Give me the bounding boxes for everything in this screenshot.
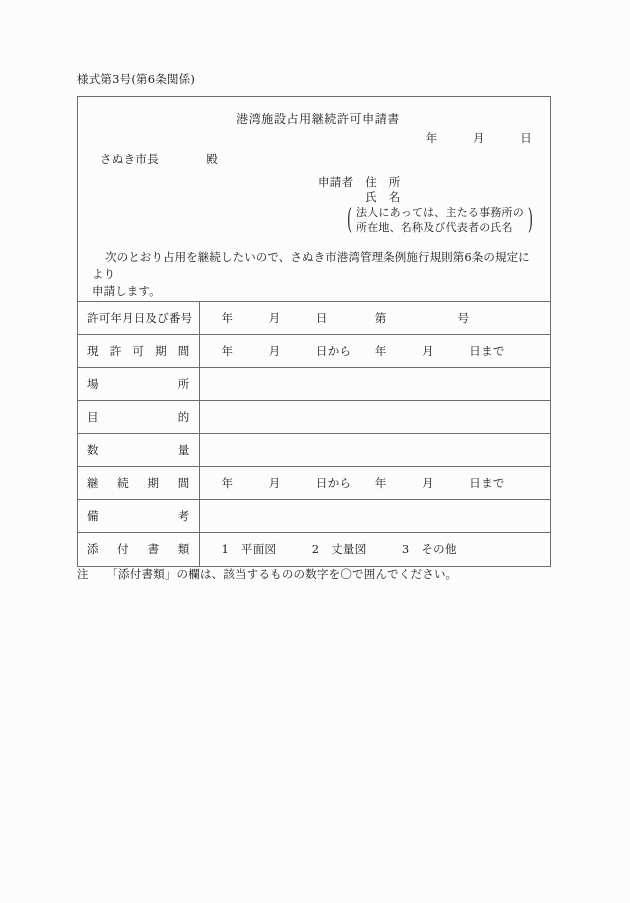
label-char: 量 (177, 443, 190, 457)
table-row-value[interactable] (199, 434, 550, 467)
addressee: さぬき市長 殿 (100, 152, 218, 166)
table-row (78, 467, 550, 500)
table-row (78, 335, 550, 368)
label-char: 続 (117, 476, 129, 490)
table-row (78, 533, 550, 566)
bracket-right-icon: ) (527, 204, 533, 237)
corporate-note (347, 206, 533, 235)
table-row-value[interactable] (199, 500, 550, 533)
table-row (78, 302, 550, 335)
table-row-label (78, 434, 199, 467)
label-char: 所 (177, 377, 190, 391)
bracket-left-icon: ( (347, 204, 353, 237)
applicant-name-row: 氏 名 (318, 190, 401, 204)
table-row-label (78, 335, 199, 368)
label-char: 間 (177, 344, 190, 358)
label-char: 場 (87, 377, 99, 391)
table-row-value[interactable]: 1 平面図 2 丈量図 3 その他 (199, 533, 550, 566)
application-table (78, 301, 550, 566)
label-char: 継 (87, 476, 99, 490)
label-char: 備 (87, 509, 99, 523)
application-table-body (78, 302, 550, 566)
label-char: 目 (87, 410, 99, 424)
table-row (78, 434, 550, 467)
label-char: 書 (147, 542, 160, 557)
corporate-note-line-2: 所在地、名称及び代表者の氏名 (356, 220, 513, 234)
table-row-label (78, 500, 199, 533)
table-row-label (78, 401, 199, 434)
table-row-label (78, 368, 199, 401)
label-char: 可 (132, 344, 145, 358)
applicant-address-row: 申請者 住 所 (318, 175, 401, 189)
submission-date-line: 年 月 日 (425, 131, 532, 145)
label-char: 期 (147, 476, 160, 490)
form-header-block (78, 97, 550, 301)
table-row-label (78, 533, 199, 566)
label-char: 期 (155, 344, 167, 358)
label-char: 付 (117, 542, 129, 557)
form-frame (77, 96, 551, 567)
table-row-value[interactable]: 年 月 日から 年 月 日まで (199, 467, 550, 500)
table-row-value[interactable]: 年 月 日 第 号 (199, 302, 550, 335)
label-char: 数 (87, 443, 99, 457)
body-paragraph (92, 249, 536, 300)
table-row-value[interactable] (199, 368, 550, 401)
table-row (78, 368, 550, 401)
body-paragraph-line-2: 申請します。 (92, 284, 161, 298)
label-char: 類 (177, 542, 190, 557)
label-char: 添 (87, 542, 99, 557)
label-char: 間 (177, 476, 190, 490)
footnote: 注 「添付書類」の欄は、該当するものの数字を〇で囲んでください。 (77, 567, 458, 581)
table-row-value[interactable]: 年 月 日から 年 月 日まで (199, 335, 550, 368)
body-paragraph-line-1: 次のとおり占用を継続したいので、さぬき市港湾管理条例施行規則第6条の規定により (92, 250, 530, 281)
label-char: 的 (177, 410, 190, 424)
table-row-value[interactable] (199, 401, 550, 434)
table-row (78, 401, 550, 434)
applicant-block (318, 175, 533, 235)
label-char: 考 (177, 509, 190, 523)
table-row-label (78, 467, 199, 500)
label-char: 現 (87, 344, 99, 358)
table-row (78, 500, 550, 533)
corporate-note-line-1: 法人にあっては、主たる事務所の (356, 206, 524, 219)
page-title: 港湾施設占用継続許可申請書 (236, 112, 400, 126)
table-row-label: 許可年月日及び番号 (78, 302, 199, 335)
form-number: 様式第3号(第6条関係) (77, 72, 196, 86)
label-char: 許 (109, 344, 122, 358)
